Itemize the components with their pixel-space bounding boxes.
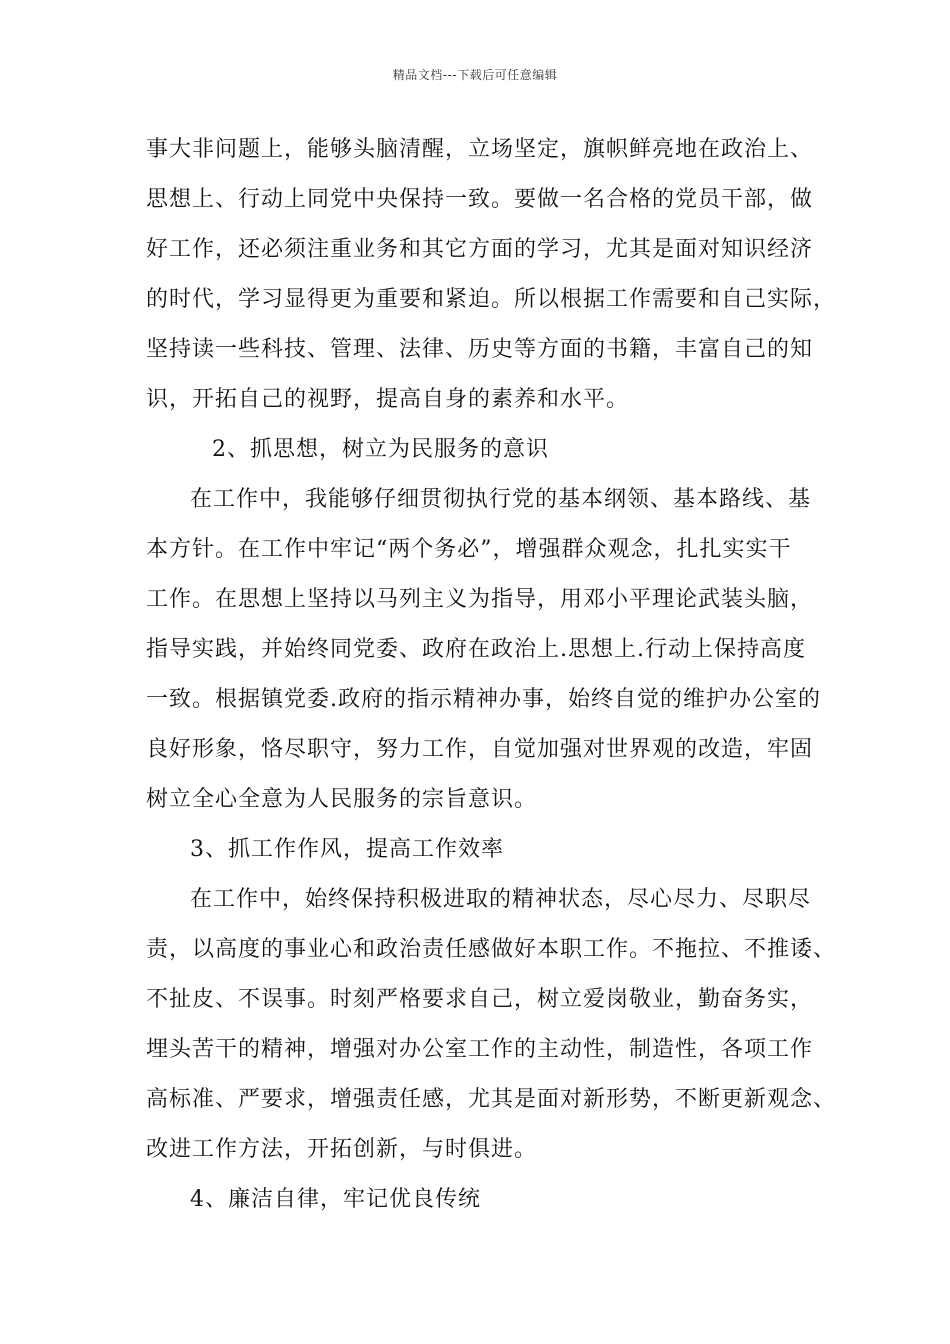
body-line-16: 在工作中，始终保持积极进取的精神状态，尽心尽力、尽职尽	[190, 887, 812, 912]
body-line-5: 坚持读一些科技、管理、法律、历史等方面的书籍，丰富自己的知	[146, 337, 814, 362]
body-line-17: 责，以高度的事业心和政治责任感做好本职工作。不拖拉、不推诿、	[146, 937, 837, 962]
section-heading-4: 4、廉洁自律，牢记优良传统	[190, 1187, 481, 1212]
body-line-14: 树立全心全意为人民服务的宗旨意识。	[146, 787, 538, 812]
body-line-20: 高标准、严要求，增强责任感，尤其是面对新形势，不断更新观念、	[146, 1087, 837, 1112]
section-heading-2: 2、抓思想，树立为民服务的意识	[212, 437, 549, 462]
body-line-8: 在工作中，我能够仔细贯彻执行党的基本纲领、基本路线、基	[190, 487, 812, 512]
page-header: 精品文档---下载后可任意编辑	[392, 68, 558, 82]
body-line-13: 良好形象，恪尽职守，努力工作，自觉加强对世界观的改造，牢固	[146, 737, 814, 762]
body-line-4: 的时代，学习显得更为重要和紧迫。所以根据工作需要和自己实际，	[146, 287, 837, 312]
body-line-19: 埋头苦干的精神，增强对办公室工作的主动性，制造性，各项工作	[146, 1037, 814, 1062]
body-line-1: 事大非问题上，能够头脑清醒，立场坚定，旗帜鲜亮地在政治上、	[146, 137, 814, 162]
body-line-12: 一致。根据镇党委.政府的指示精神办事，始终自觉的维护办公室的	[146, 687, 821, 712]
body-line-2: 思想上、行动上同党中央保持一致。要做一名合格的党员干部，做	[146, 187, 814, 212]
section-heading-3: 3、抓工作作风，提高工作效率	[190, 837, 504, 862]
body-line-18: 不扯皮、不误事。时刻严格要求自己，树立爱岗敬业，勤奋务实，	[146, 987, 814, 1012]
body-line-9: 本方针。在工作中牢记“两个务必”，增强群众观念，扎扎实实干	[146, 537, 792, 562]
body-line-6: 识，开拓自己的视野，提高自身的素养和水平。	[146, 387, 630, 412]
body-line-3: 好工作，还必须注重业务和其它方面的学习，尤其是面对知识经济	[146, 237, 814, 262]
body-line-21: 改进工作方法，开拓创新，与时俱进。	[146, 1137, 538, 1162]
body-line-10: 工作。在思想上坚持以马列主义为指导，用邓小平理论武装头脑，	[146, 587, 814, 612]
body-line-11: 指导实践，并始终同党委、政府在政治上.思想上.行动上保持高度	[146, 637, 806, 662]
